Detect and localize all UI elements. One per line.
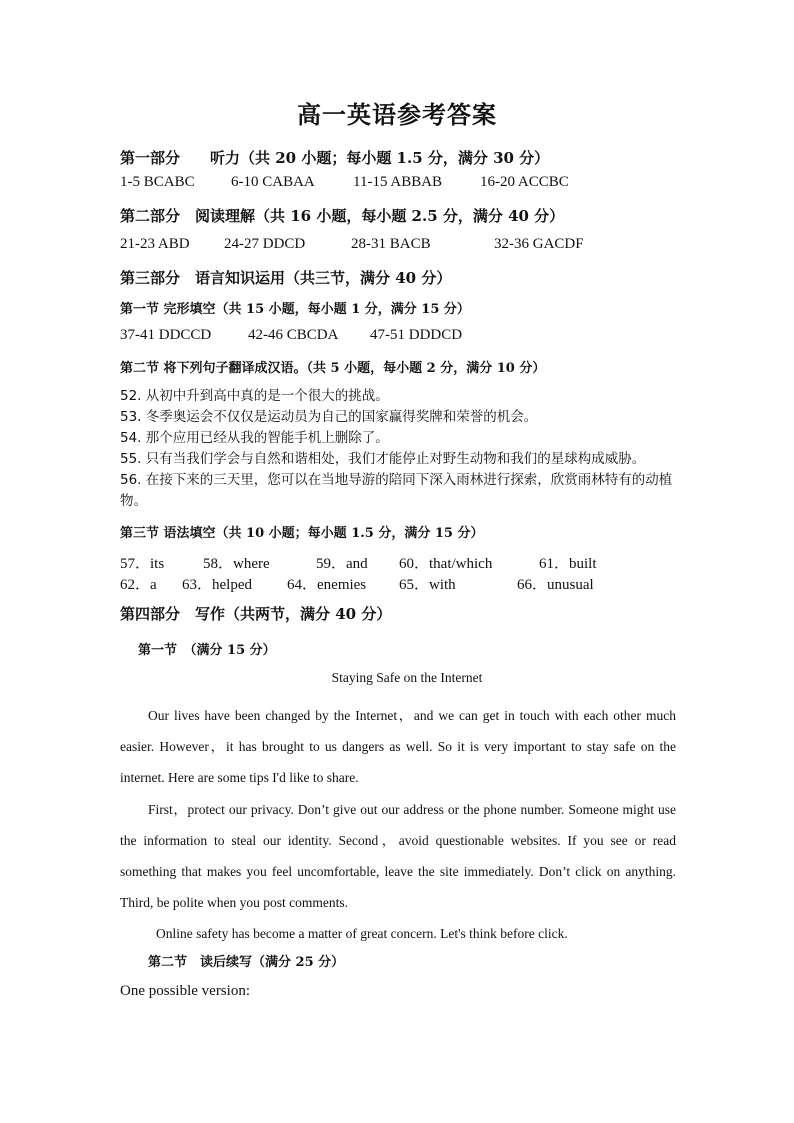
part4-heading: 第四部分 写作（共两节，满分 40 分） <box>120 605 392 623</box>
translation-item: 54. 那个应用已经从我的智能手机上删除了。 <box>120 430 389 446</box>
answer-group: 11-15 ABBAB <box>353 174 443 190</box>
part4-sec1-heading: 第一节 （满分 15 分） <box>138 643 276 658</box>
answer-group: 24-27 DDCD <box>224 236 306 252</box>
grammar-answer: 64．enemies <box>287 577 367 593</box>
answer-group: 6-10 CABAA <box>231 174 315 190</box>
part3-sec2-heading: 第二节 将下列句子翻译成汉语。（共 5 小题，每小题 2 分，满分 10 分） <box>120 361 546 376</box>
grammar-answer: 62．a <box>120 577 157 593</box>
grammar-answer: 61．built <box>539 556 597 572</box>
part2-heading: 第二部分 阅读理解（共 16 小题，每小题 2.5 分，满分 40 分） <box>120 207 565 225</box>
essay-title: Staying Safe on the Internet <box>331 670 483 685</box>
grammar-answer: 59．and <box>316 556 368 572</box>
part1-heading: 第一部分 听力（共 20 小题；每小题 1.5 分，满分 30 分） <box>120 149 550 167</box>
part4-sec2-heading: 第二节 读后续写（满分 25 分） <box>148 955 345 970</box>
translation-item: 56. 在接下来的三天里，您可以在当地导游的陪同下深入雨林进行探索，欣赏雨林特有的动植物。 <box>120 472 673 509</box>
translation-item: 52. 从初中升到高中真的是一个很大的挑战。 <box>120 388 389 404</box>
essay-body <box>120 700 676 950</box>
essay-paragraph: First，protect our privacy. Don’t give out our address or the phone number. Someone might use the information to steal our identity. Second，avoid questionable websites. If you see or read something that makes you feel uncomfortable, leave the site immediately. Don’t click on anything. Third, be polite when you post comments. <box>120 801 676 911</box>
grammar-answer: 57．its <box>120 556 165 572</box>
answer-group: 21-23 ABD <box>120 236 190 252</box>
part3-sec1-heading: 第一节 完形填空（共 15 小题，每小题 1 分，满分 15 分） <box>120 302 470 317</box>
translation-item: 53. 冬季奥运会不仅仅是运动员为自己的国家赢得奖牌和荣誉的机会。 <box>120 409 538 425</box>
answer-group: 37-41 DDCCD <box>120 327 212 343</box>
part3-sec3-heading: 第三节 语法填空（共 10 小题；每小题 1.5 分，满分 15 分） <box>120 526 484 541</box>
essay-paragraph: Online safety has become a matter of great concern. Let's think before click. <box>156 926 568 942</box>
answer-group: 32-36 GACDF <box>494 236 584 252</box>
answer-group: 28-31 BACB <box>351 236 431 252</box>
answer-group: 42-46 CBCDA <box>248 327 339 343</box>
page-title: 高一英语参考答案 <box>297 100 497 129</box>
answer-group: 1-5 BCABC <box>120 174 195 190</box>
possible-version-label: One possible version: <box>120 983 250 999</box>
grammar-answer: 58．where <box>203 556 270 572</box>
grammar-answer: 60．that/which <box>399 556 493 572</box>
translation-list <box>120 386 680 512</box>
translation-item: 55. 只有当我们学会与自然和谐相处，我们才能停止对野生动物和我们的星球构成威胁。 <box>120 451 646 467</box>
grammar-answer: 63．helped <box>182 577 252 593</box>
essay-paragraph: Our lives have been changed by the Internet，and we can get in touch with each other much easier. However，it has brought to us dangers as well. So it is very important to stay safe on the internet. Here are some tips I'd like to share. <box>120 708 676 786</box>
answer-group: 47-51 DDDCD <box>370 327 463 343</box>
grammar-answer: 65．with <box>399 577 456 593</box>
part3-heading: 第三部分 语言知识运用（共三节，满分 40 分） <box>120 269 452 287</box>
grammar-answer: 66．unusual <box>517 577 594 593</box>
answer-group: 16-20 ACCBC <box>480 174 569 190</box>
